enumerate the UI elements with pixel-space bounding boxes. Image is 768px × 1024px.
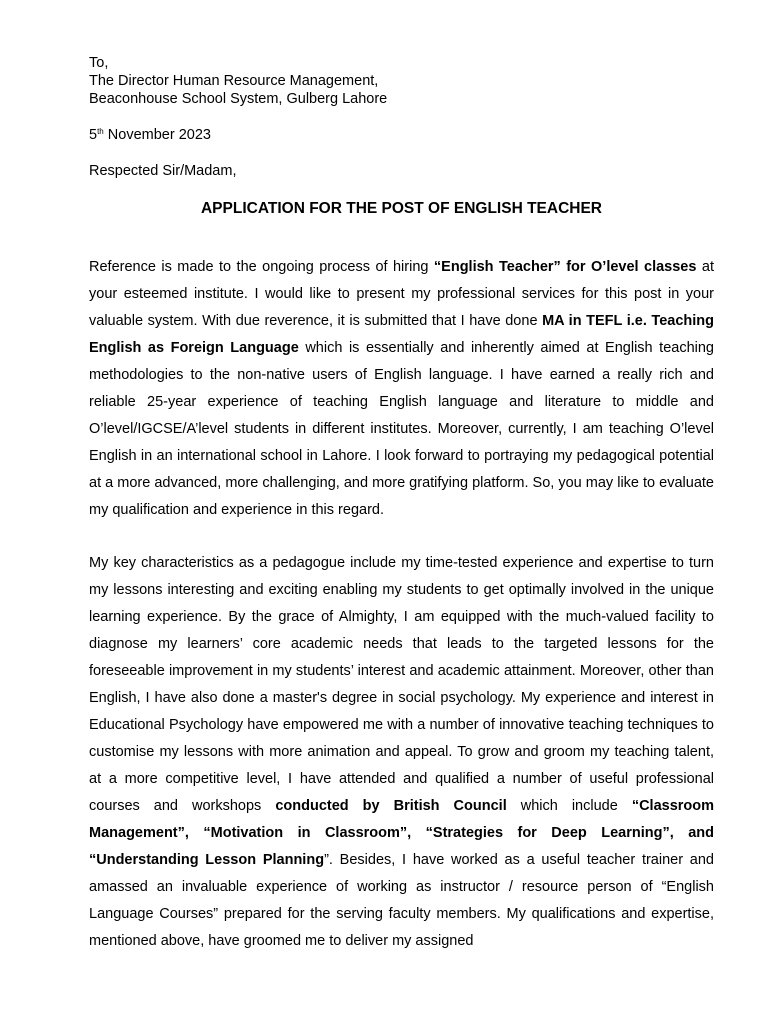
bold-text-run: conducted by British Council bbox=[275, 798, 507, 814]
text-run: at your esteemed institute. I would like to present my professional services for this post in your valuable system. With due reverence, it is submitted that I have done bbox=[89, 259, 714, 329]
body-paragraph bbox=[89, 550, 714, 955]
body-paragraph bbox=[89, 254, 714, 524]
date-day: 5 bbox=[89, 127, 98, 143]
bold-text-run: “Classroom Management”, “Motivation in Classroom”, “Strategies for Deep Learning”, and “Understanding Lesson Planning bbox=[89, 798, 715, 868]
letter-date bbox=[89, 126, 714, 144]
recipient-line: Beaconhouse School System, Gulberg Lahore bbox=[89, 91, 388, 107]
bold-text-run: “English Teacher” for O’level classes bbox=[433, 259, 697, 275]
recipient-line: The Director Human Resource Management, bbox=[89, 73, 379, 89]
recipient-block bbox=[89, 54, 714, 108]
salutation: Respected Sir/Madam, bbox=[89, 163, 237, 179]
bold-text-run: MA in TEFL i.e. Teaching English as Foreign Language bbox=[89, 313, 715, 356]
text-run: ”. Besides, I have worked as a useful teacher trainer and amassed an invaluable experience of working as instructor / resource person of “English Language Courses” prepared for the serving faculty members. My qualifications and expertise, mentioned above, have groomed me to deliver my assigned bbox=[89, 852, 715, 949]
text-run: which is essentially and inherently aimed at English teaching methodologies to the non-native users of English language. I have earned a really rich and reliable 25-year experience of teaching English language and literature to middle and O’level/IGCSE/A’level students in different institutes. Moreover, currently, I am teaching O’level English in an international school in Lahore. I look forward to portraying my pedagogical potential at a more advanced, more challenging, and more gratifying platform. So, you may like to evaluate my qualification and experience in this regard. bbox=[89, 340, 714, 518]
text-run: My key characteristics as a pedagogue include my time-tested experience and expertise to turn my lessons interesting and exciting enabling my students to get optimally involved in the unique learning experience. By the grace of Almighty, I am equipped with the much-valued facility to diagnose my learners’ core academic needs that leads to the targeted lessons for the foreseeable improvement in my students’ interest and academic attainment. Moreover, other than English, I have also done a master's degree in social psychology. My experience and interest in Educational Psychology have empowered me with a number of innovative teaching techniques to customise my lessons with more animation and appeal. To grow and groom my teaching talent, at a more competitive level, I have attended and qualified a number of useful professional courses and workshops bbox=[89, 555, 714, 814]
text-run: which include bbox=[506, 798, 632, 814]
letter-page bbox=[89, 54, 714, 955]
recipient-line: To, bbox=[89, 55, 109, 71]
text-run: Reference is made to the ongoing process of hiring bbox=[89, 259, 434, 275]
date-month-year: November 2023 bbox=[103, 127, 211, 143]
date-suffix: th bbox=[97, 127, 104, 136]
subject-heading: APPLICATION FOR THE POST OF ENGLISH TEACHER bbox=[200, 200, 602, 217]
